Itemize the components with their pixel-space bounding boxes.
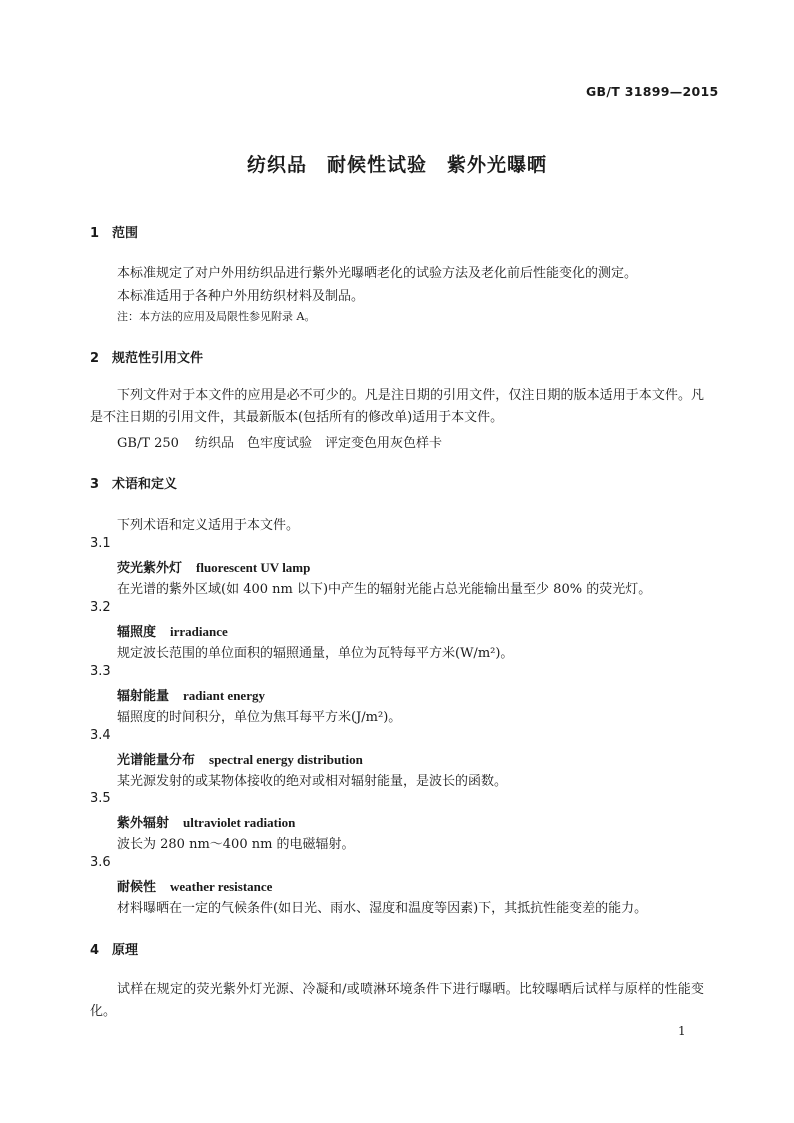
term-name-zh: 光谱能量分布 (117, 753, 196, 768)
section-4-heading (90, 939, 138, 958)
term-name-zh: 耐候性 (117, 880, 157, 895)
scope-paragraph-2: 本标准适用于各种户外用纺织材料及制品。 (117, 289, 365, 304)
section-number: 4 (90, 943, 100, 958)
document-title: 纺织品 耐候性试验 紫外光曝晒 (246, 154, 547, 176)
term-name-en: ultraviolet radiation (183, 815, 296, 830)
term-definition: 辐照度的时间积分，单位为焦耳每平方米(J/m²)。 (117, 710, 402, 725)
term-definition: 波长为 280 nm～400 nm 的电磁辐射。 (117, 837, 355, 852)
page-number: 1 (678, 1024, 686, 1038)
reference-code: GB/T 250 (117, 436, 179, 451)
section-2-heading (90, 347, 203, 366)
term-name-zh: 荧光紫外灯 (117, 561, 183, 576)
reference-entry (117, 432, 442, 451)
term-name (117, 621, 228, 640)
section-1-heading (90, 222, 138, 241)
term-number: 3.2 (90, 600, 111, 615)
term-name (117, 876, 272, 895)
term-name-en: radiant energy (183, 688, 265, 703)
scope-paragraph-1: 本标准规定了对户外用纺织品进行紫外光曝晒老化的试验方法及老化前后性能变化的测定。 (117, 266, 638, 281)
term-name-zh: 辐射能量 (117, 689, 170, 704)
term-definition: 在光谱的紫外区域(如 400 nm 以下)中产生的辐射光能占总光能输出量至少 80% 的荧光灯。 (117, 582, 652, 597)
term-name (117, 557, 310, 576)
term-definition: 某光源发射的或某物体接收的绝对或相对辐射能量，是波长的函数。 (117, 774, 508, 789)
standard-code: GB/T 31899—2015 (586, 84, 719, 99)
terms-intro: 下列术语和定义适用于本文件。 (117, 518, 300, 533)
term-definition: 规定波长范围的单位面积的辐照通量，单位为瓦特每平方米(W/m²)。 (117, 646, 514, 661)
section-title: 范围 (112, 226, 139, 241)
term-number: 3.1 (90, 536, 111, 551)
term-number: 3.5 (90, 791, 111, 806)
scope-note: 注：本方法的应用及局限性参见附录 A。 (117, 310, 316, 323)
section-number: 1 (90, 226, 100, 241)
section-title: 原理 (112, 943, 139, 958)
section-title: 术语和定义 (112, 477, 178, 492)
term-name (117, 749, 363, 768)
reference-title: 纺织品 色牢度试验 评定变色用灰色样卡 (195, 436, 443, 451)
principle-paragraph: 试样在规定的荧光紫外灯光源、冷凝和/或喷淋环境条件下进行曝晒。比较曝晒后试样与原样的性能变化。 (90, 982, 704, 1019)
references-paragraph: 下列文件对于本文件的应用是必不可少的。凡是注日期的引用文件，仅注日期的版本适用于本文件。凡是不注日期的引用文件，其最新版本(包括所有的修改单)适用于本文件。 (90, 388, 704, 425)
term-definition: 材料曝晒在一定的气候条件(如日光、雨水、湿度和温度等因素)下，其抵抗性能变差的能力。 (117, 901, 648, 916)
term-name-en: weather resistance (170, 879, 273, 894)
term-name-en: irradiance (170, 624, 228, 639)
term-name-en: spectral energy distribution (209, 752, 363, 767)
section-title: 规范性引用文件 (112, 351, 204, 366)
section-number: 2 (90, 351, 100, 366)
term-name (117, 685, 265, 704)
term-number: 3.3 (90, 664, 111, 679)
section-3-heading (90, 473, 177, 492)
term-number: 3.6 (90, 855, 111, 870)
term-name-en: fluorescent UV lamp (196, 560, 311, 575)
term-name (117, 812, 295, 831)
section-number: 3 (90, 477, 100, 492)
term-name-zh: 辐照度 (117, 625, 157, 640)
term-number: 3.4 (90, 728, 111, 743)
term-name-zh: 紫外辐射 (117, 816, 170, 831)
